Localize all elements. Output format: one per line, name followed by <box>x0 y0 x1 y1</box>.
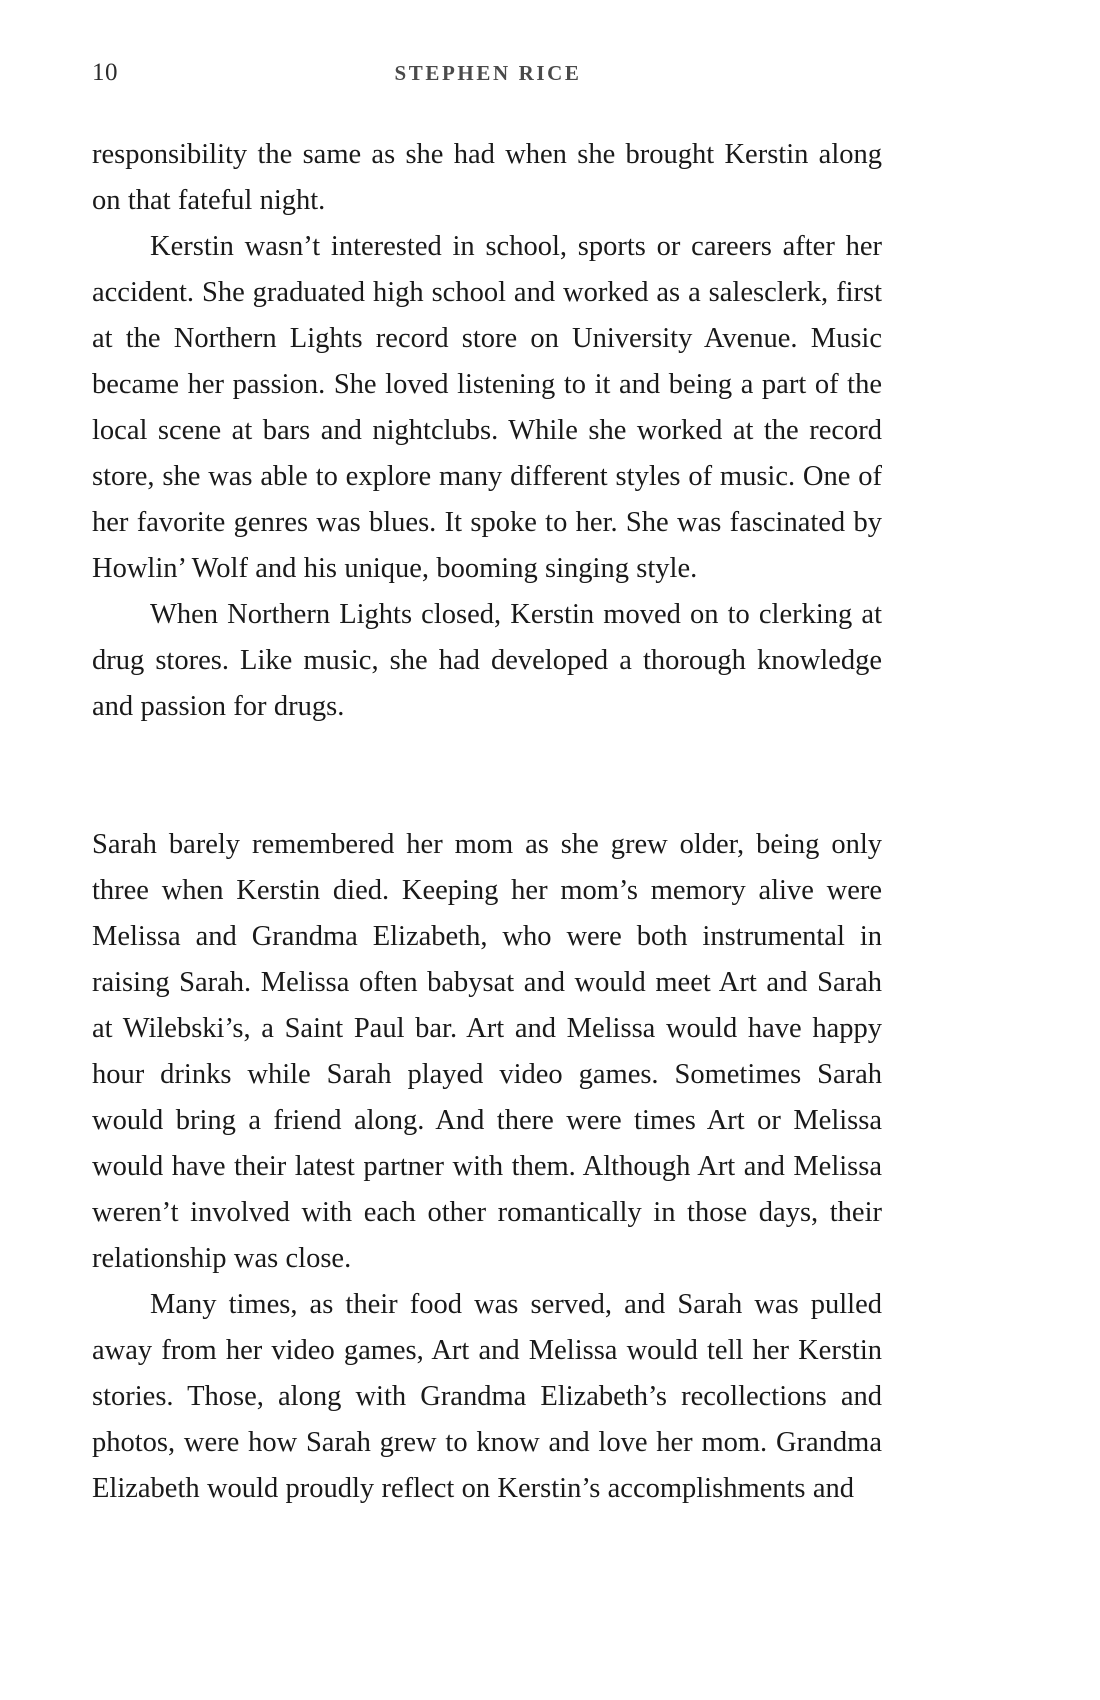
body-text-block <box>92 132 882 1512</box>
running-head-author: STEPHEN RICE <box>394 61 582 85</box>
paragraph: responsibility the same as she had when she brought Kerstin along on that fateful night. <box>92 139 882 216</box>
paragraph: Many times, as their food was served, and Sarah was pulled away from her video games, Art and Melissa would tell her Kerstin stories. Those, along with Grandma Elizabeth’s recollections and photos, were how Sarah grew to know and love her mom. Grandma Elizabeth would proudly reflect on Kerstin’s accomplishments and <box>92 1289 882 1504</box>
page-header <box>92 56 880 90</box>
page-number: 10 <box>92 59 118 86</box>
paragraph-section-start: Sarah barely remembered her mom as she grew older, being only three when Kerstin died. Keeping her mom’s memory alive were Melissa and Grandma Elizabeth, who were both instrumental in raising Sarah. Melissa often babysat and would meet Art and Sarah at Wilebski’s, a Saint Paul bar. Art and Melissa would have happy hour drinks while Sarah played video games. Sometimes Sarah would bring a friend along. And there were times Art or Melissa would have their latest partner with them. Although Art and Melissa weren’t involved with each other romantically in those days, their relationship was close. <box>92 829 882 1274</box>
paragraph: When Northern Lights closed, Kerstin moved on to clerking at drug stores. Like music, she had developed a thorough knowledge and passion for drugs. <box>92 599 882 722</box>
paragraph: Kerstin wasn’t interested in school, sports or careers after her accident. She graduated high school and worked as a salesclerk, first at the Northern Lights record store on University Avenue. Music became her passion. She loved listening to it and being a part of the local scene at bars and nightclubs. While she worked at the record store, she was able to explore many different styles of music. One of her favorite genres was blues. It spoke to her. She was fascinated by Howlin’ Wolf and his unique, booming singing style. <box>92 231 882 584</box>
